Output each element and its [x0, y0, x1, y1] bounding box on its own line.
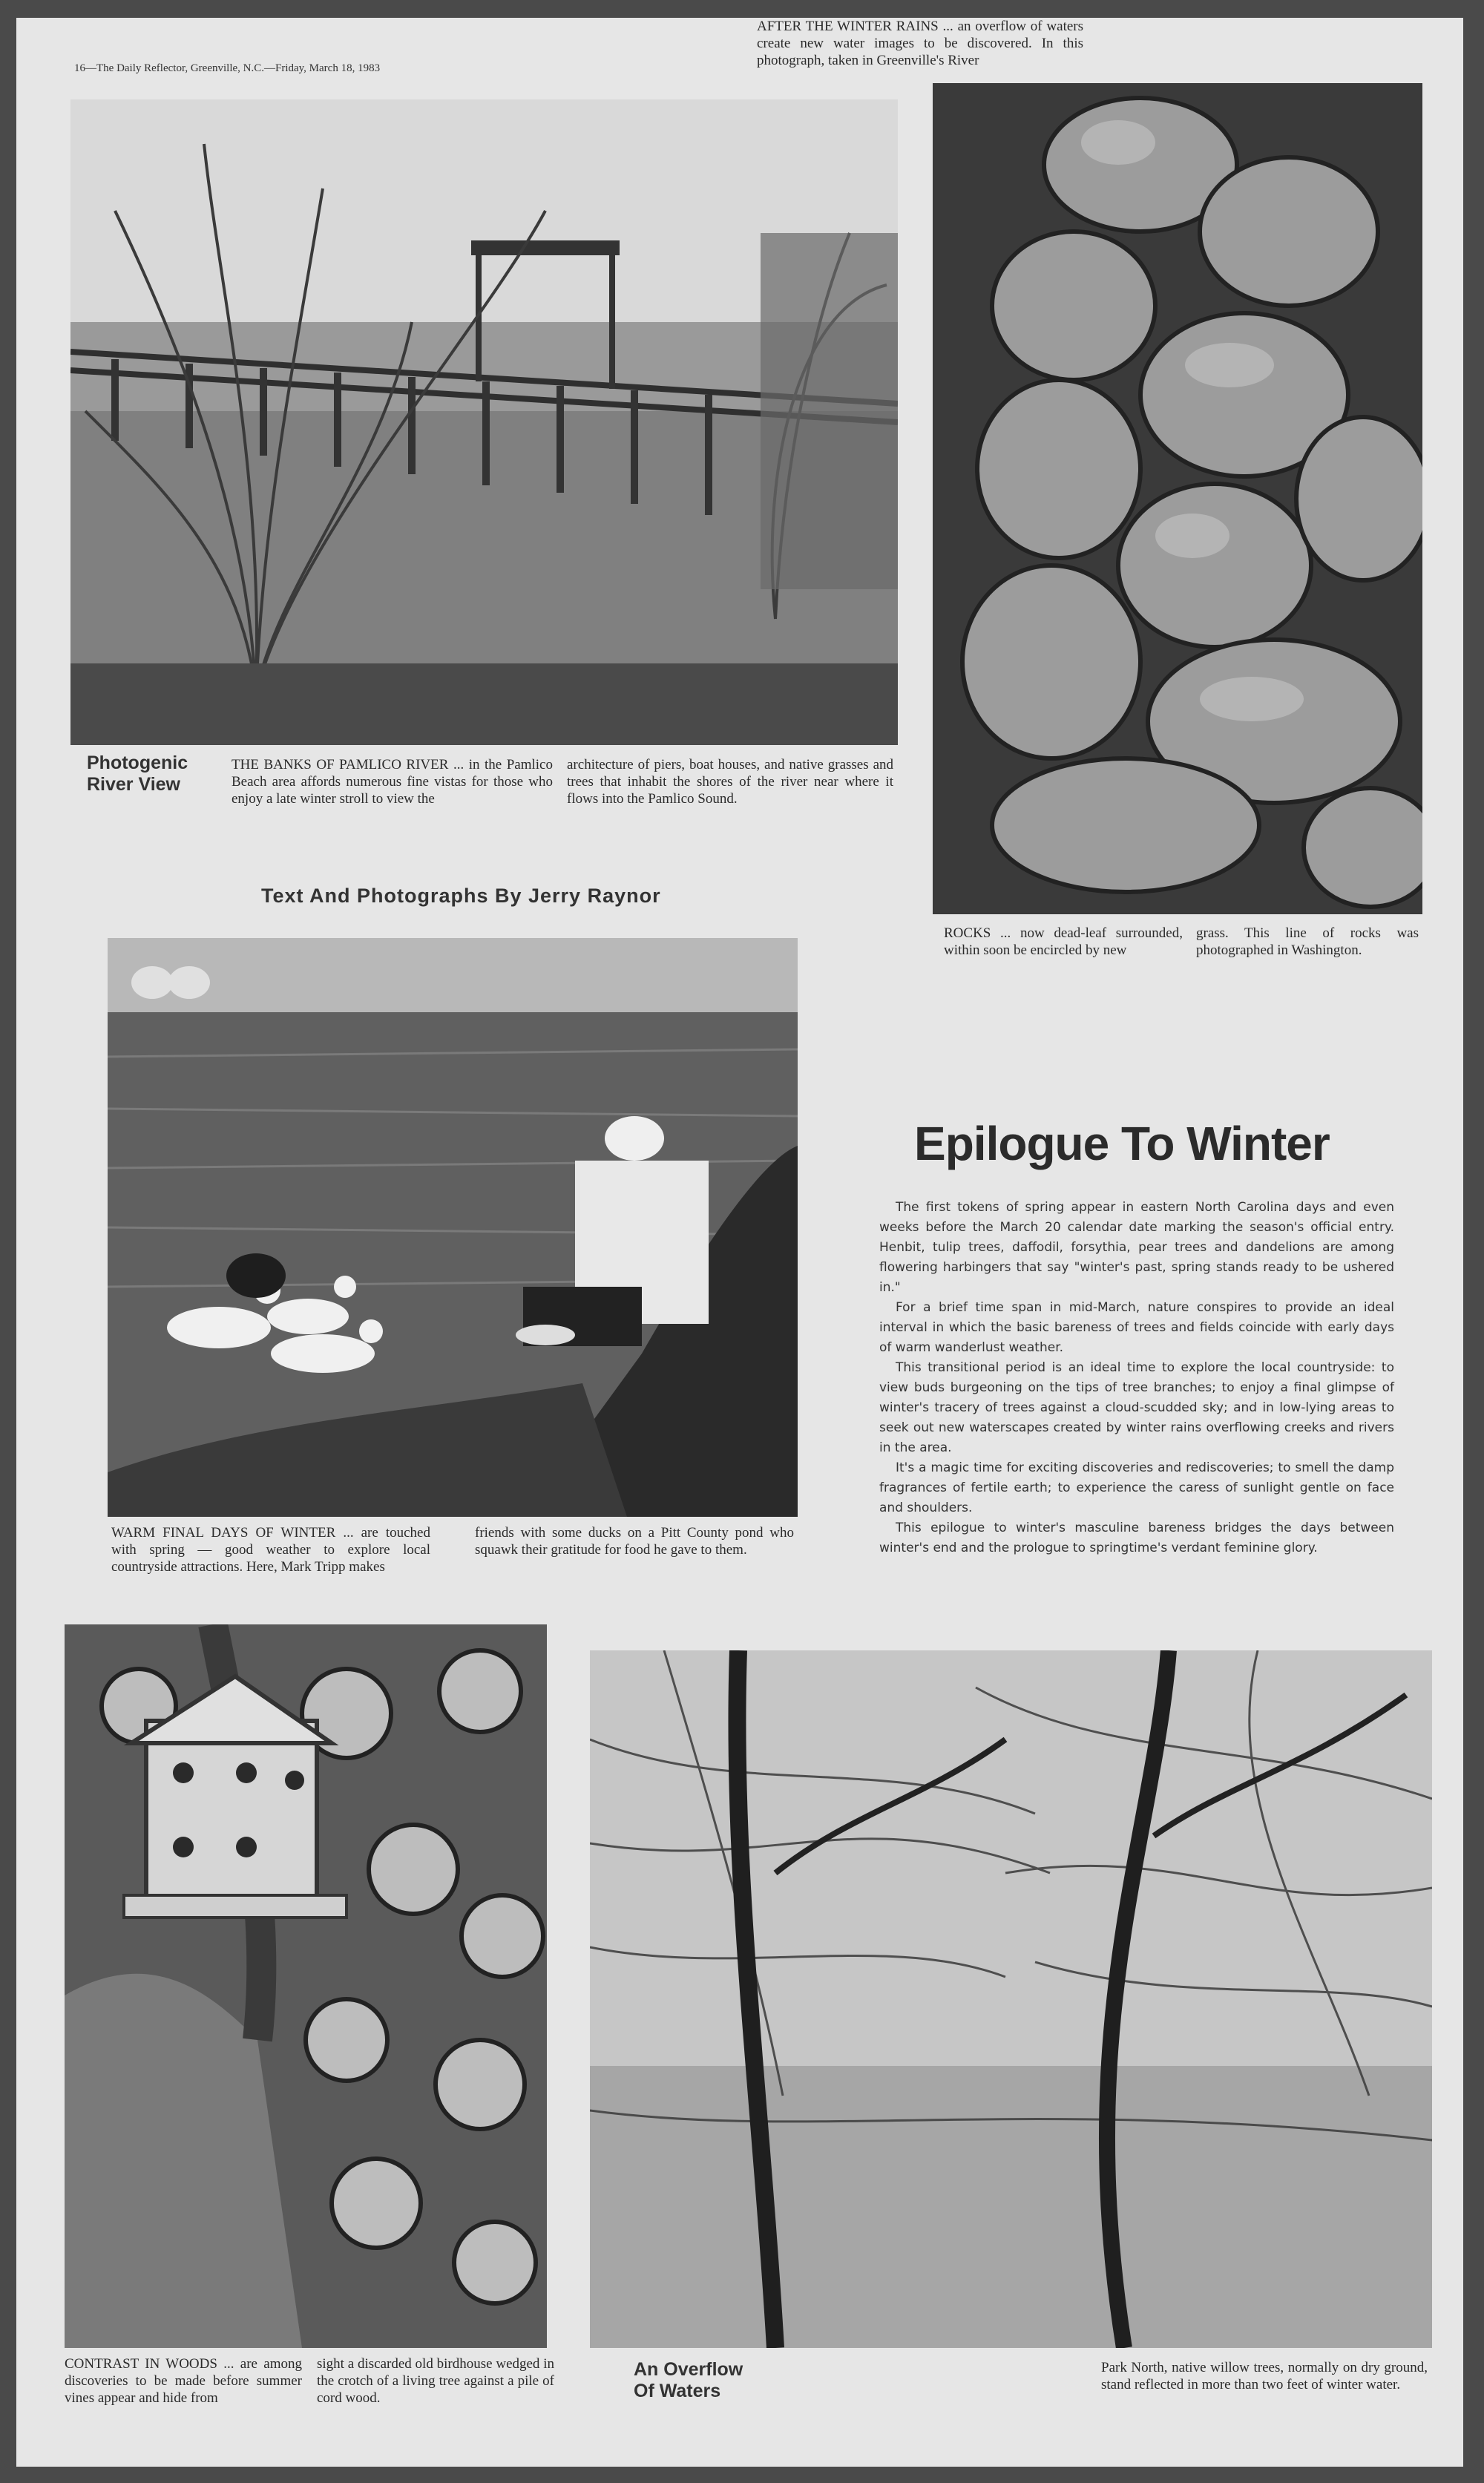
rocks-caption-col1: ROCKS ... now dead-leaf surrounded, within soon be encircled by new [944, 925, 1183, 958]
folio: 16—The Daily Reflector, Greenville, N.C.—Friday, March 18, 1983 [74, 62, 381, 74]
birdhouse-woodpile-photo [65, 1624, 547, 2348]
woods-caption-col1: CONTRAST IN WOODS ... are among discoveries to be made before summer vines appear and hide from [65, 2356, 302, 2406]
river-label-line2: River View [87, 774, 181, 795]
river-pier-photo [70, 99, 898, 745]
overflow-label-line2: Of Waters [634, 2381, 721, 2401]
article-paragraph: This transitional period is an ideal time to explore the local countryside: to view buds burgeoning on the tips of tree branches; to enjoy a final glimpse of winter's tracery of trees against a cloud-scudded sky; and in low-lying areas to seek out new waterscapes created by winter rains overflowing creeks and rivers in the area. [879, 1360, 1394, 1455]
article-paragraph: This epilogue to winter's masculine bareness bridges the days between winter's end and the prologue to springtime's verdant feminine glory. [879, 1521, 1394, 1555]
overflow-photo-label [634, 2359, 743, 2402]
overflow-caption-col1: AFTER THE WINTER RAINS ... an overflow of waters create new water images to be discovered. In this photograph, taken in Greenville's River [757, 19, 1083, 68]
river-caption-col2: architecture of piers, boat houses, and native grasses and trees that inhabit the shores of the river near where it flows into the Pamlico Sound. [567, 757, 893, 807]
ducks-caption-col1: WARM FINAL DAYS OF WINTER ... are touched with spring — good weather to explore local countryside attractions. Here, Mark Tripp makes [111, 1525, 430, 1575]
woods-caption-col2: sight a discarded old birdhouse wedged in the crotch of a living tree against a pile of cord wood. [317, 2356, 554, 2406]
article-paragraph: The first tokens of spring appear in eastern North Carolina days and even weeks before the March 20 calendar date marking the season's official entry. Henbit, tulip trees, daffodil, forsythia, pear trees and dandelions are among flowering harbingers that say "winter's past, spring stands ready to be ushered in." [879, 1200, 1394, 1295]
rocks-caption-col2: grass. This line of rocks was photographed in Washington. [1196, 925, 1419, 958]
ducks-pond-photo [108, 938, 798, 1517]
newspaper-page [16, 18, 1463, 2467]
overflow-caption-col2: Park North, native willow trees, normally on dry ground, stand reflected in more than two feet of winter water. [1101, 2360, 1428, 2392]
flooded-trees-photo [590, 1650, 1432, 2348]
river-label-line1: Photogenic [87, 752, 188, 773]
article-headline: Epilogue To Winter [914, 1117, 1330, 1170]
article-paragraph: For a brief time span in mid-March, nature conspires to provide an ideal interval in which the basic bareness of trees and fields coincide with early days of warm wanderlust weather. [879, 1300, 1394, 1355]
river-caption-col1: THE BANKS OF PAMLICO RIVER ... in the Pamlico Beach area affords numerous fine vistas for those who enjoy a late winter stroll to view the [232, 757, 553, 807]
river-photo-label [87, 752, 188, 796]
overflow-label-line1: An Overflow [634, 2359, 743, 2380]
article-body [879, 1198, 1394, 1558]
photo-credit: Text And Photographs By Jerry Raynor [261, 885, 661, 907]
article-paragraph: It's a magic time for exciting discoveries and rediscoveries; to smell the damp fragrances of fertile earth; to experience the caress of sunlight gentle on face and shoulders. [879, 1460, 1394, 1515]
ducks-caption-col2: friends with some ducks on a Pitt County pond who squawk their gratitude for food he gave to them. [475, 1525, 794, 1558]
rocks-photo [933, 83, 1422, 914]
